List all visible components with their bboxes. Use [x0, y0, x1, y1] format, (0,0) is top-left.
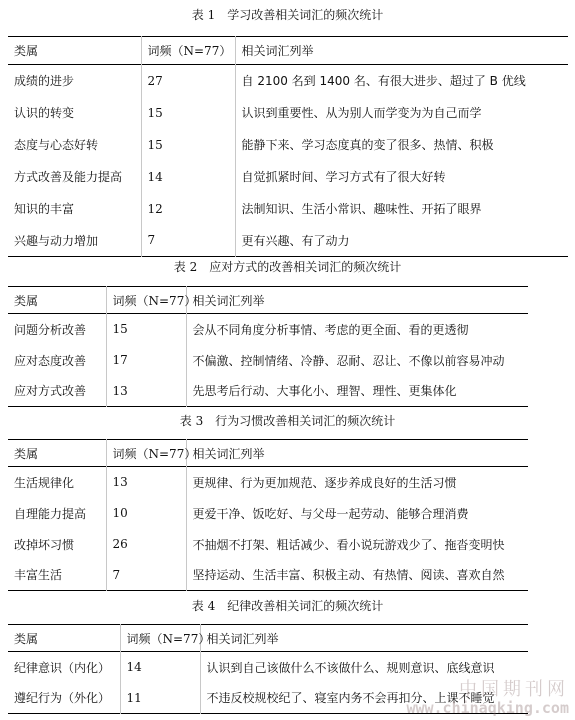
row-category: 应对方式改善 [14, 384, 87, 399]
row-examples: 认识到重要性、从为别人而学变为为自己而学 [235, 97, 568, 129]
header-frequency: 词频（N=77） [106, 287, 186, 314]
table1-caption: 表 1 学习改善相关词汇的频次统计 [191, 8, 384, 22]
table-row [8, 498, 528, 529]
header-frequency: 词频（N=77） [120, 625, 200, 652]
row-frequency: 7 [141, 225, 235, 257]
row-category: 应对态度改善 [14, 353, 87, 368]
header-category: 类属 [14, 446, 39, 461]
header-category: 类属 [14, 44, 39, 58]
table3-caption: 表 3 行为习惯改善相关词汇的频次统计 [179, 414, 396, 428]
row-category: 方式改善及能力提高 [14, 170, 123, 184]
row-examples: 先思考后行动、大事化小、理智、理性、更集体化 [186, 376, 528, 407]
row-frequency: 15 [141, 97, 235, 129]
row-examples: 能静下来、学习态度真的变了很多、热情、积极 [235, 129, 568, 161]
table-row [8, 314, 528, 345]
header-frequency: 词频（N=77） [106, 440, 186, 467]
row-examples: 认识到自己该做什么不该做什么、规则意识、底线意识 [200, 652, 528, 683]
row-frequency: 13 [106, 376, 186, 407]
row-category: 知识的丰富 [14, 202, 75, 216]
table4-header-row [8, 625, 528, 652]
watermark-url: www.chinaqking.com [406, 699, 569, 717]
table-row [8, 652, 528, 683]
table-row [8, 683, 528, 714]
table4-caption: 表 4 纪律改善相关词汇的频次统计 [191, 599, 384, 613]
row-examples: 自 2100 名到 1400 名、有很大进步、超过了 B 优线 [235, 65, 568, 97]
table2-caption: 表 2 应对方式的改善相关词汇的频次统计 [173, 260, 402, 274]
header-examples: 相关词汇列举 [186, 440, 528, 467]
row-examples: 会从不同角度分析事情、考虑的更全面、看的更透彻 [186, 314, 528, 345]
row-frequency: 14 [120, 652, 200, 683]
header-frequency: 词频（N=77） [141, 37, 235, 65]
row-frequency: 12 [141, 193, 235, 225]
table4 [8, 624, 528, 714]
table1 [8, 36, 568, 257]
watermark-site-name: 中国期刊网 [459, 679, 569, 700]
table2-header-row [8, 287, 528, 314]
row-frequency: 10 [106, 498, 186, 529]
row-examples: 更规律、行为更加规范、逐步养成良好的生活习惯 [186, 467, 528, 498]
row-frequency: 15 [106, 314, 186, 345]
table-row [8, 65, 568, 97]
row-category: 改掉坏习惯 [14, 537, 75, 552]
row-examples: 自觉抓紧时间、学习方式有了很大好转 [235, 161, 568, 193]
row-examples: 不违反校规校纪了、寝室内务不会再扣分、上课不睡觉 [200, 683, 528, 714]
table-row [8, 129, 568, 161]
table3 [8, 439, 528, 591]
table-row [8, 345, 528, 376]
row-category: 兴趣与动力增加 [14, 233, 99, 248]
row-frequency: 11 [120, 683, 200, 714]
row-category: 态度与心态好转 [14, 138, 99, 152]
row-examples: 不偏激、控制情绪、冷静、忍耐、忍让、不像以前容易冲动 [186, 345, 528, 376]
row-category: 认识的转变 [14, 106, 75, 120]
row-category: 成绩的进步 [14, 74, 75, 89]
row-examples: 更有兴趣、有了动力 [235, 225, 568, 257]
row-category: 遵纪行为（外化） [14, 691, 111, 706]
table-row [8, 467, 528, 498]
table-row [8, 225, 568, 257]
table-row [8, 97, 568, 129]
header-examples: 相关词汇列举 [186, 287, 528, 314]
header-examples: 相关词汇列举 [200, 625, 528, 652]
row-frequency: 15 [141, 129, 235, 161]
row-examples: 更爱干净、饭吃好、与父母一起劳动、能够合理消费 [186, 498, 528, 529]
row-examples: 不抽烟不打架、粗话减少、看小说玩游戏少了、拖沓变明快 [186, 529, 528, 560]
table1-header-row [8, 37, 568, 65]
row-examples: 法制知识、生活小常识、趣味性、开拓了眼界 [235, 193, 568, 225]
row-examples: 坚持运动、生活丰富、积极主动、有热情、阅读、喜欢自然 [186, 560, 528, 591]
row-frequency: 14 [141, 161, 235, 193]
header-examples: 相关词汇列举 [235, 37, 568, 65]
table-row [8, 376, 528, 407]
header-category: 类属 [14, 293, 39, 308]
row-frequency: 26 [106, 529, 186, 560]
row-frequency: 13 [106, 467, 186, 498]
row-category: 生活规律化 [14, 475, 75, 490]
row-category: 自理能力提高 [14, 506, 87, 521]
row-category: 问题分析改善 [14, 322, 87, 337]
table2 [8, 286, 528, 407]
row-category: 丰富生活 [14, 568, 63, 583]
table-row [8, 529, 528, 560]
row-frequency: 17 [106, 345, 186, 376]
table-row [8, 161, 568, 193]
table-row [8, 560, 528, 591]
table-row [8, 193, 568, 225]
table3-header-row [8, 440, 528, 467]
row-frequency: 27 [141, 65, 235, 97]
row-frequency: 7 [106, 560, 186, 591]
row-category: 纪律意识（内化） [14, 660, 111, 675]
header-category: 类属 [14, 631, 39, 646]
